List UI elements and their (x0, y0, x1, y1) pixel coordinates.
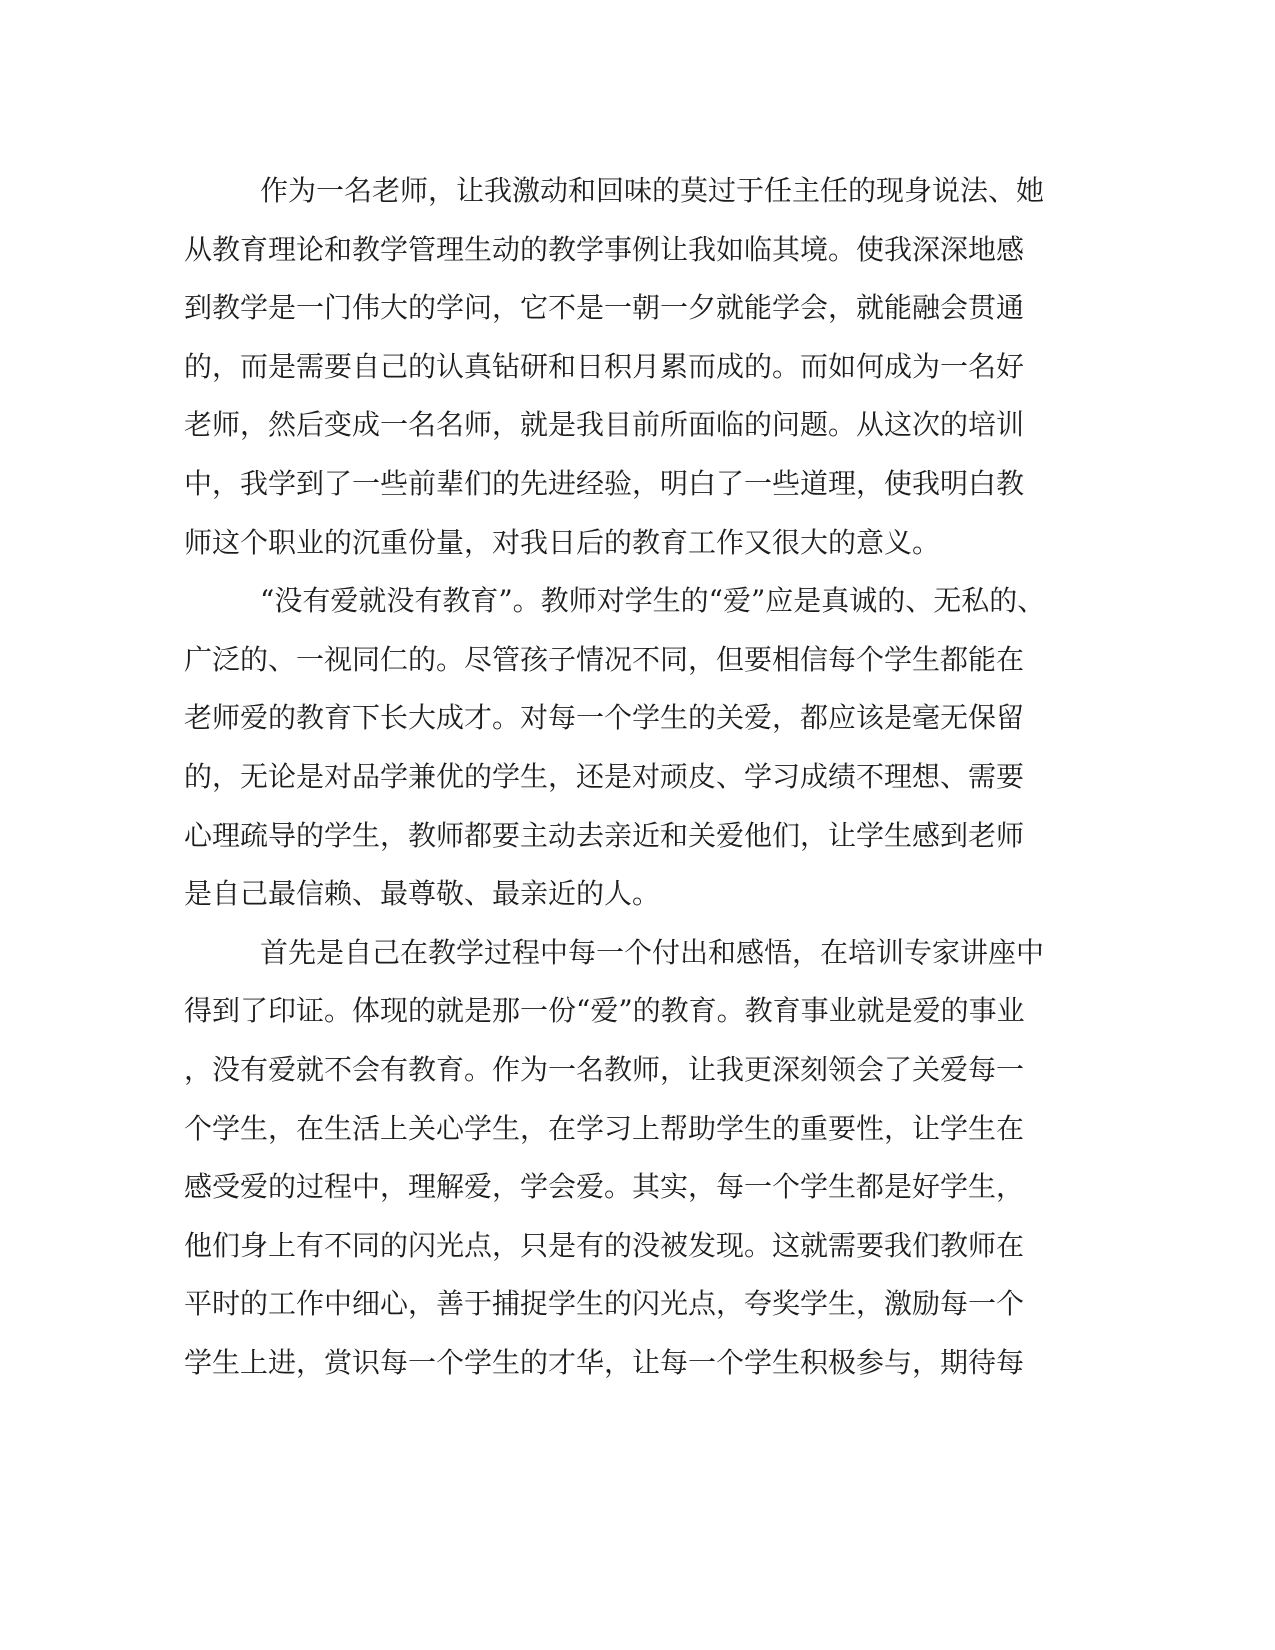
text-line: 他们身上有不同的闪光点，只是有的没被发现。这就需要我们教师在 (184, 1228, 1025, 1262)
text-line: 中，我学到了一些前辈们的先进经验，明白了一些道理，使我明白教 (184, 466, 1025, 500)
text-line: 是自己最信赖、最尊敬、最亲近的人。 (184, 877, 661, 911)
text-line: 学生上进，赏识每一个学生的才华，让每一个学生积极参与，期待每 (184, 1345, 1025, 1379)
text-line: 感受爱的过程中，理解爱，学会爱。其实，每一个学生都是好学生， (184, 1170, 1025, 1204)
text-line: 师这个职业的沉重份量，对我日后的教育工作又很大的意义。 (184, 525, 941, 559)
text-line: 得到了印证。体现的就是那一份“爱”的教育。教育事业就是爱的事业 (184, 994, 1025, 1028)
text-line: 老师爱的教育下长大成才。对每一个学生的关爱，都应该是毫无保留 (184, 701, 1025, 735)
text-line: 个学生，在生活上关心学生，在学习上帮助学生的重要性，让学生在 (184, 1111, 1025, 1145)
text-line: 广泛的、一视同仁的。尽管孩子情况不同，但要相信每个学生都能在 (184, 642, 1025, 676)
text-line: 首先是自己在教学过程中每一个付出和感悟，在培训专家讲座中 (260, 935, 1045, 969)
text-line: “没有爱就没有教育”。教师对学生的“爱”应是真诚的、无私的、 (260, 584, 1046, 618)
text-line: 从教育理论和教学管理生动的教学事例让我如临其境。使我深深地感 (184, 232, 1025, 266)
text-line: 到教学是一门伟大的学问，它不是一朝一夕就能学会，就能融会贯通 (184, 291, 1025, 325)
text-line: ，没有爱就不会有教育。作为一名教师，让我更深刻领会了关爱每一 (184, 1052, 1025, 1086)
text-line: 心理疏导的学生，教师都要主动去亲近和关爱他们，让学生感到老师 (184, 818, 1025, 852)
body-text (184, 162, 1064, 1392)
text-line: 的，而是需要自己的认真钻研和日积月累而成的。而如何成为一名好 (184, 349, 1025, 383)
text-line: 的，无论是对品学兼优的学生，还是对顽皮、学习成绩不理想、需要 (184, 759, 1025, 793)
text-line: 老师，然后变成一名名师，就是我目前所面临的问题。从这次的培训 (184, 408, 1025, 442)
text-line: 作为一名老师，让我激动和回味的莫过于任主任的现身说法、她 (260, 174, 1045, 207)
text-line: 平时的工作中细心，善于捕捉学生的闪光点，夸奖学生，激励每一个 (184, 1287, 1025, 1321)
